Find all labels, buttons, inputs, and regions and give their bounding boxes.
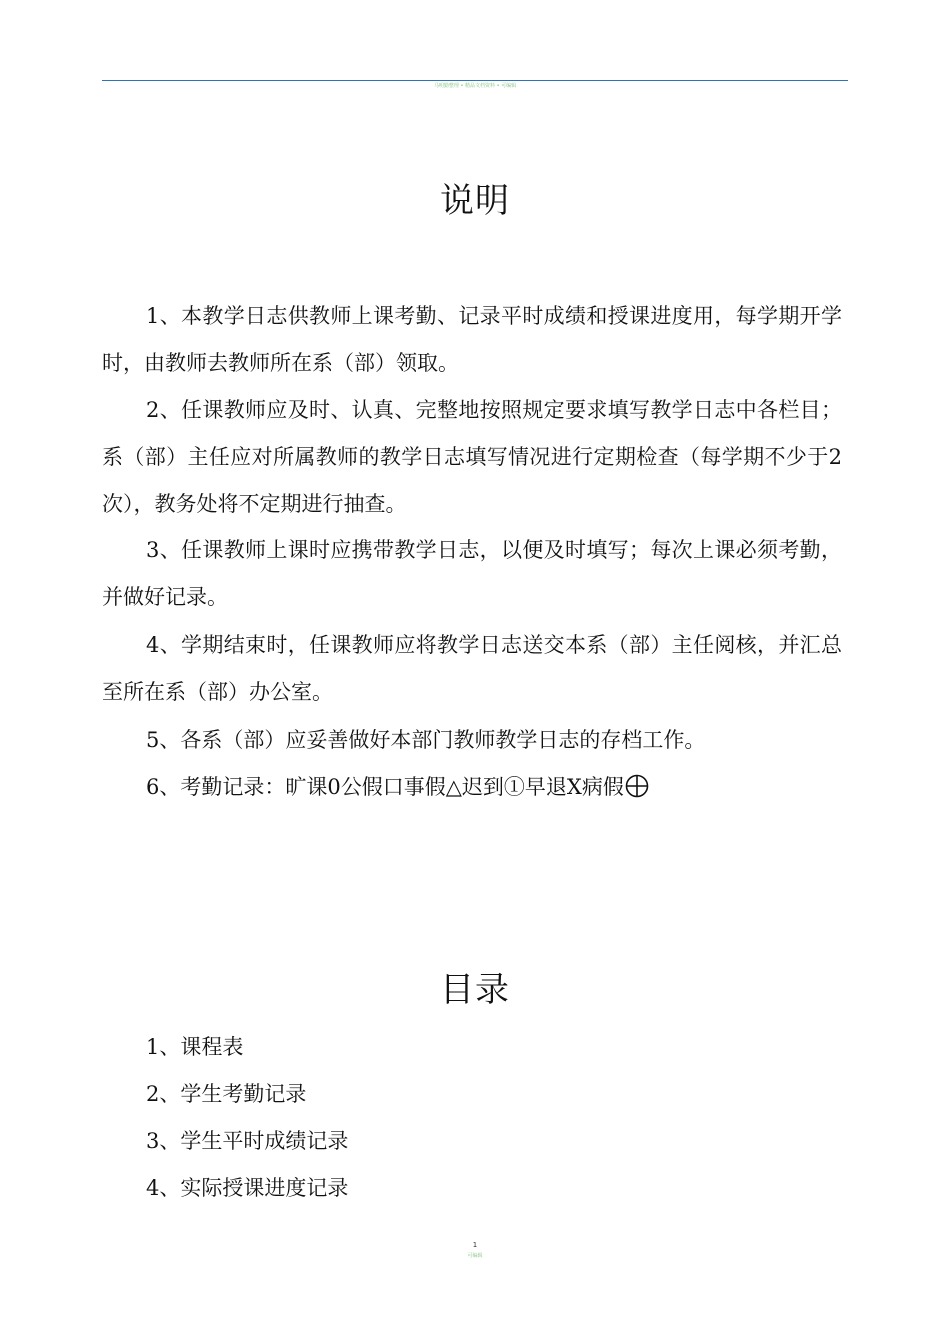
header-note: 马明勤整理 • 精品文档资料 • 可编辑 bbox=[433, 83, 517, 89]
explanation-paragraph-5: 5、各系（部）应妥善做好本部门教师教学日志的存档工作。 bbox=[146, 728, 706, 752]
attendance-legend-text: 6、考勤记录：旷课0公假口事假△迟到①早退X病假 bbox=[146, 775, 624, 799]
crossed-circle-icon bbox=[625, 774, 649, 798]
toc-item-grades: 3、学生平时成绩记录 bbox=[146, 1129, 349, 1153]
toc-item-progress: 4、实际授课进度记录 bbox=[146, 1176, 349, 1200]
toc-item-schedule: 1、课程表 bbox=[146, 1035, 244, 1059]
toc-item-attendance: 2、学生考勤记录 bbox=[146, 1082, 307, 1106]
page-number: 1 bbox=[472, 1241, 478, 1249]
header-rule bbox=[102, 80, 848, 81]
footer-note: 可编辑 bbox=[467, 1253, 483, 1259]
toc-title: 目录 bbox=[440, 970, 510, 1010]
toc-list bbox=[146, 1024, 348, 1212]
explanation-paragraph-2: 2、任课教师应及时、认真、完整地按照规定要求填写教学日志中各栏目；系（部）主任应对所属教师的教学日志填写情况进行定期检查（每学期不少于2次），教务处将不定期进行抽查。 bbox=[102, 398, 842, 516]
attendance-legend bbox=[102, 764, 842, 811]
explanation-title: 说明 bbox=[440, 181, 510, 221]
explanation-paragraph-3: 3、任课教师上课时应携带教学日志，以便及时填写；每次上课必须考勤，并做好记录。 bbox=[102, 538, 842, 609]
explanation-paragraph-1: 1、本教学日志供教师上课考勤、记录平时成绩和授课进度用，每学期开学时，由教师去教师所在系（部）领取。 bbox=[102, 304, 842, 375]
explanation-paragraph-4: 4、学期结束时，任课教师应将教学日志送交本系（部）主任阅核，并汇总至所在系（部）办公室。 bbox=[102, 633, 842, 704]
